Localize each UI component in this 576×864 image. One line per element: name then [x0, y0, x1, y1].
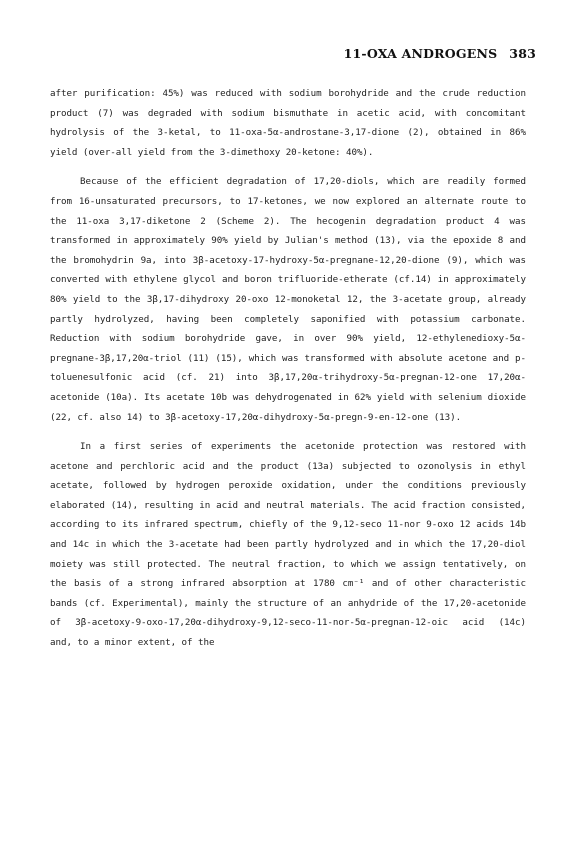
body-text	[50, 84, 526, 653]
page-number: 383	[509, 46, 536, 61]
running-head-title: 11-OXA ANDROGENS	[343, 46, 498, 61]
paragraph-2: Because of the efficient degradation of 17,20-diols, which are readily formed from 16-unsaturated precursors, to 17-ketones, we now explored an alternate route to the 11-oxa 3,17-diketone 2 (Scheme 2). The hecogenin degradation product 4 was transformed in approximately 90% yield by Julian's method (13), via the epoxide 8 and the bromohydrin 9a, into 3β-acetoxy-17-hydroxy-5α-pregnane-12,20-dione (9), which was converted with ethylene glycol and boron trifluoride-etherate (cf.14) in approximately 80% yield to the 3β,17-dihydroxy 20-oxo 12-monoketal 12, the 3-acetate group, already partly hydrolyzed, having been completely saponified with potassium carbonate. Reduction with sodium borohydride gave, in over 90% yield, 12-ethylenedioxy-5α-pregnane-3β,17,20α-triol (11) (15), which was transformed with absolute acetone and p-toluenesulfonic acid (cf. 21) into 3β,17,20α-trihydroxy-5α-pregnan-12-one 17,20α-acetonide (10a). Its acetate 10b was dehydrogenated in 62% yield with selenium dioxide (22, cf. also 14) to 3β-acetoxy-17,20α-dihydroxy-5α-pregn-9-en-12-one (13).	[50, 176, 526, 423]
paragraph-3: In a first series of experiments the acetonide protection was restored with acetone and perchloric acid and the product (13a) subjected to ozonolysis in ethyl acetate, followed by hydrogen peroxide oxidation, under the conditions previously elaborated (14), resulting in acid and neutral materials. The acid fraction consisted, according to its infrared spectrum, chiefly of the 9,12-seco 11-nor 9-oxo 12 acids 14b and 14c in which the 3-acetate had been partly hydrolyzed and in which the 17,20-diol moiety was still protected. The neutral fraction, to which we assign tentatively, on the basis of a strong infrared absorption at 1780 cm⁻¹ and of other characteristic bands (cf. Experimental), mainly the structure of an anhydride of the 17,20-acetonide of 3β-acetoxy-9-oxo-17,20α-dihydroxy-9,12-seco-11-nor-5α-pregnan-12-oic acid (14c) and, to a minor extent, of the	[50, 441, 526, 649]
running-head	[344, 46, 536, 61]
paragraph-1: after purification: 45%) was reduced with sodium borohydride and the crude reduction product (7) was degraded with sodium bismuthate in acetic acid, with concomitant hydrolysis of the 3-ketal, to 11-oxa-5α-androstane-3,17-dione (2), obtained in 86% yield (over-all yield from the 3-dimethoxy 20-ketone: 40%).	[50, 88, 526, 158]
